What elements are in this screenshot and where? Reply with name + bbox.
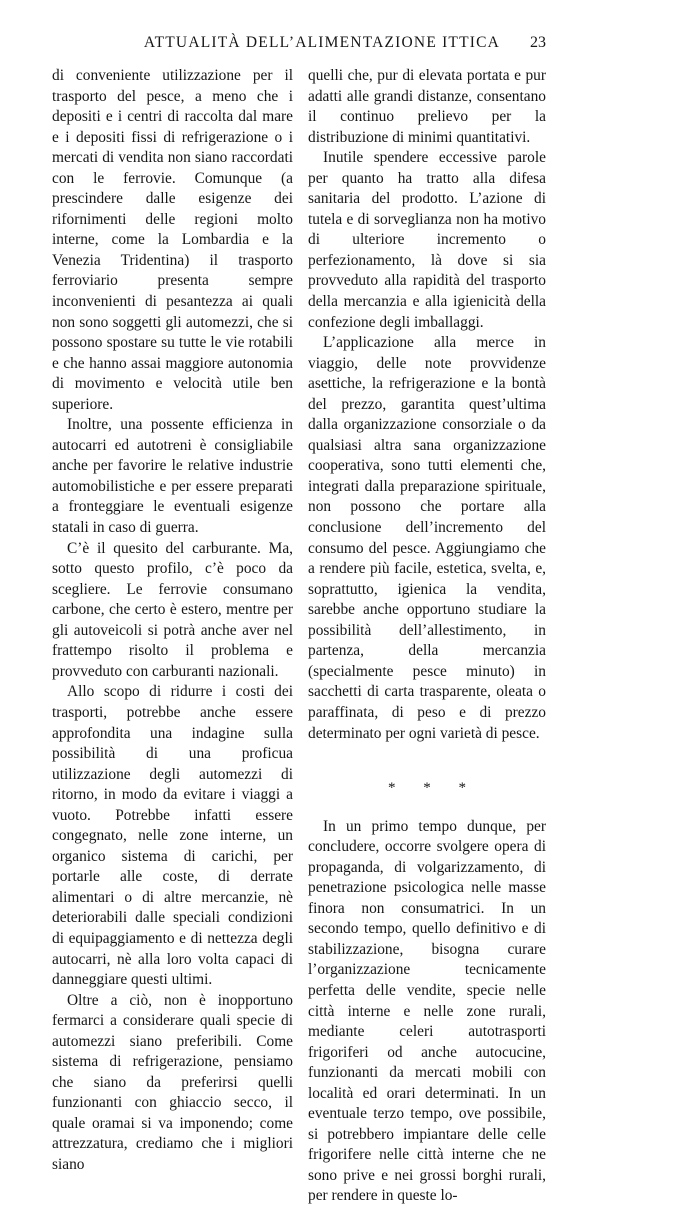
page-number: 23 (530, 34, 546, 51)
paragraph: C’è il quesito del carburante. Ma, sotto questo profilo, c’è poco da scegliere. Le ferrovie consumano carbone, che certo è estero, mentre per gli autoveicoli si potrà anche aver nel frattempo risolto il problema e provveduto con carburanti nazionali. (52, 539, 293, 680)
right-column (308, 66, 546, 1207)
paragraph: In un primo tempo dunque, per concludere, occorre svolgere opera di propaganda, di volgarizzamento, di penetrazione psicologica nelle masse finora non consumatrici. In un secondo tempo, quello definitivo e di stabilizzazione, bisogna curare l’organizzazione tecnicamente perfetta delle vendite, specie nelle città interne e nelle zone rurali, mediante celeri autotrasporti frigoriferi od anche autocucine, funzionanti da mercati mobili con località ed orari determinati. In un eventuale terzo tempo, ove possibile, si potrebbero impiantare delle celle frigorifere nelle città interne che ne sono prive e nei grossi borghi rurali, per rendere in queste lo- (308, 817, 546, 1205)
section-separator: * * * (388, 780, 478, 797)
page-header (52, 34, 546, 58)
paragraph: di conveniente utilizzazione per il trasporto del pesce, a meno che i depositi e i centri di raccolta dal mare e i depositi fissi di refrigerazione o i mercati di vendita non siano raccordati con le ferrovie. Comunque (a prescindere dalle esigenze dei rifornimenti delle regioni molto interne, come la Lombardia e la Venezia Tridentina) il trasporto ferroviario presenta sempre inconvenienti di pesantezza ai quali non sono soggetti gli automezzi, che si possono spostare su tutte le vie rotabili e che hanno assai maggiore autonomia di movimento e velocità utile ben superiore. (52, 67, 293, 413)
paragraph: Oltre a ciò, non è inopportuno fermarci a considerare quali specie di automezzi siano preferibili. Come sistema di refrigerazione, pensiamo che siano da preferirsi quelli funzionanti con ghiaccio secco, il quale oramai si va imponendo; come attrezzatura, crediamo che i migliori siano (52, 991, 293, 1173)
paragraph: Inoltre, una possente efficienza in autocarri ed autotreni è consigliabile anche per favorire le relative industrie automobilistiche e per essere preparati a fronteggiare le eventuali esigenze statali in caso di guerra. (52, 416, 293, 537)
paragraph: Inutile spendere eccessive parole per quanto ha tratto alla difesa sanitaria del prodotto. L’azione di tutela e di sorveglianza non ha motivo di ulteriore incremento o perfezionamento, là dove si sia provveduto alla rapidità del trasporto della mercanzia e alla igienicità della confezione degli imballaggi. (308, 149, 546, 331)
paragraph: quelli che, pur di elevata portata e pur adatti alle grandi distanze, consentano il continuo prelievo per la distribuzione di minimi quantitativi. (308, 67, 546, 146)
paragraph: L’applicazione alla merce in viaggio, delle note provvidenze asettiche, la refrigerazione e la bontà del prezzo, garantita quest’ultima dalla organizzazione consorziale o da qualsiasi altra sana organizzazione cooperativa, sono tutti elementi che, integrati dalla preparazione spirituale, non possono che portare alla conclusione dell’incremento del consumo del pesce. Aggiungiamo che a rendere più facile, estetica, svelta, e, soprattutto, igienica la vendita, sarebbe anche opportuno studiare la possibilità dell’allestimento, in partenza, della mercanzia (specialmente pesce minuto) in sacchetti di carta trasparente, oleata o paraffinata, di peso e di prezzo determinato per ogni varietà di pesce. (308, 334, 546, 742)
left-column (52, 66, 293, 1176)
running-title: ATTUALITÀ DELL’ALIMENTAZIONE ITTICA (143, 34, 501, 51)
paragraph: Allo scopo di ridurre i costi dei trasporti, potrebbe anche essere approfondita una indagine sulla possibilità di una proficua utilizzazione degli automezzi di ritorno, in modo da evitare i viaggi a vuoto. Potrebbe infatti essere congegnato, nelle zone interne, un organico sistema di carichi, per portarle alle coste, di derrate alimentari o di altre mercanzie, nè deteriorabili dalle speciali condizioni di equipaggiamento e di nettezza degli autocarri, nè alla loro volta capaci di danneggiare questi ultimi. (52, 683, 293, 989)
